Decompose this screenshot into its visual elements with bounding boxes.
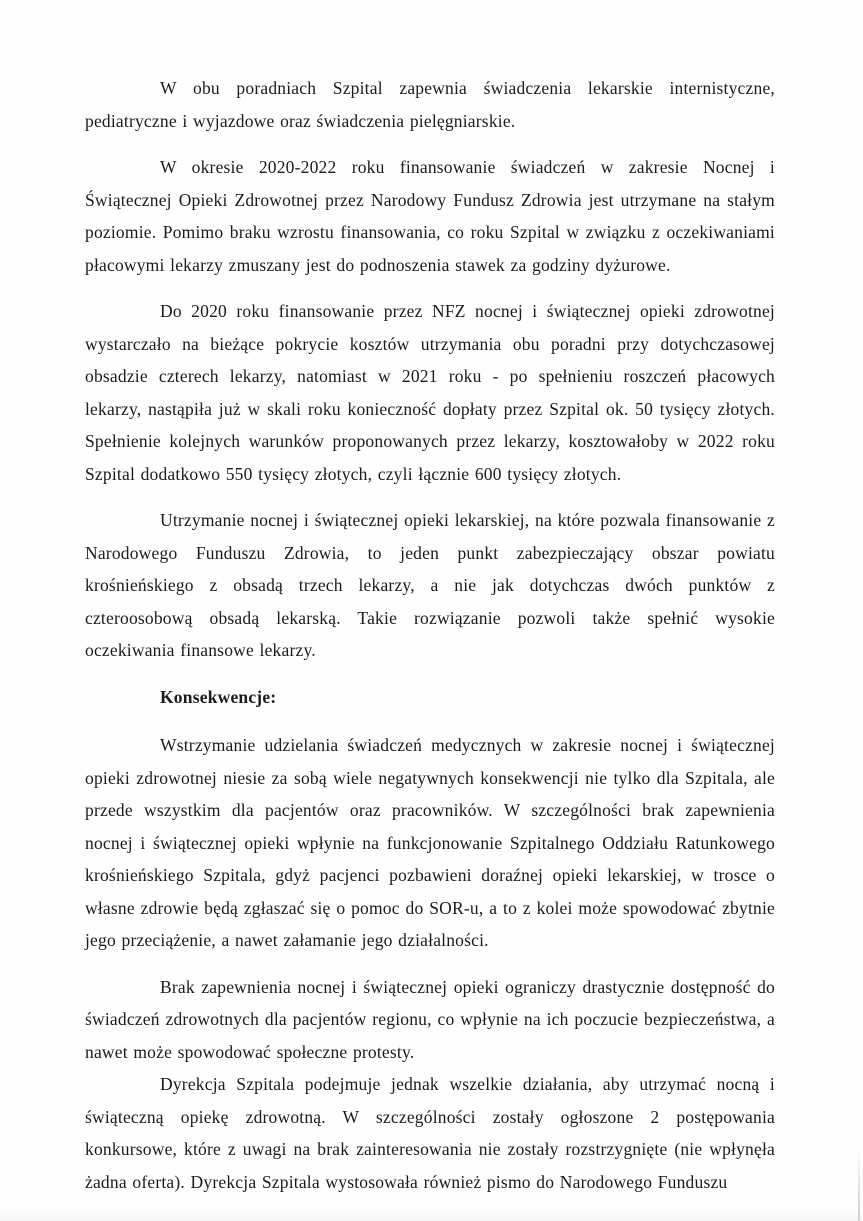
paragraph-management-actions: Dyrekcja Szpitala podejmuje jednak wszelkie działania, aby utrzymać nocną i świąteczną opiekę zdrowotną. W szczególności zostały ogłoszone 2 postępowania konkursowe, które z uwagi na brak zainteresowania nie zostały rozstrzygnięte (nie wpłynęła żadna oferta). Dyrekcja Szpitala wystosowała również pismo do Narodowego Funduszu	[85, 1074, 775, 1192]
document-text-block	[85, 72, 775, 1212]
paragraph-intro-clinics: W obu poradniach Szpital zapewnia świadczenia lekarskie internistyczne, pediatryczne i wyjazdowe oraz świadczenia pielęgniarskie.	[85, 78, 775, 131]
paragraph-financing-2020-2022: W okresie 2020-2022 roku finansowanie świadczeń w zakresie Nocnej i Świątecznej Opieki Zdrowotnej przez Narodowy Fundusz Zdrowia jest utrzymane na stałym poziomie. Pomimo braku wzrostu finansowania, co roku Szpital w związku z oczekiwaniami płacowymi lekarzy zmuszany jest do podnoszenia stawek za godziny dyżurowe.	[85, 157, 775, 275]
paragraph-access-limitation: Brak zapewnienia nocnej i świątecznej opieki ograniczy drastycznie dostępność do świadczeń zdrowotnych dla pacjentów regionu, co wpłynie na ich poczucie bezpieczeństwa, a nawet może spowodować społeczne protesty.	[85, 976, 775, 1062]
paragraph-consequences-details: Wstrzymanie udzielania świadczeń medycznych w zakresie nocnej i świątecznej opieki zdrowotnej niesie za sobą wiele negatywnych konsekwencji nie tylko dla Szpitala, ale przede wszystkim dla pacjentów oraz pracowników. W szczególności brak zapewnienia nocnej i świątecznej opieki wpłynie na funkcjonowanie Szpitalnego Oddziału Ratunkowego krośnieńskiego Szpitala, gdyż pacjenci pozbawieni doraźnej opieki lekarskiej, w trosce o własne zdrowie będą zgłaszać się o pomoc do SOR-u, a to z kolei może spowodować zbytnie jego przeciążenie, a nawet załamanie jego działalności.	[85, 735, 775, 950]
paragraph-night-care-point: Utrzymanie nocnej i świątecznej opieki lekarskiej, na które pozwala finansowanie z Narodowego Funduszu Zdrowia, to jeden punkt zabezpieczający obszar powiatu krośnieńskiego z obsadą trzech lekarzy, a nie jak dotychczas dwóch punktów z czteroosobową obsadą lekarską. Takie rozwiązanie pozwoli także spełnić wysokie oczekiwania finansowe lekarzy.	[85, 510, 775, 660]
scan-artifact-bottom-shade	[0, 1211, 863, 1221]
scan-artifact-right-edge-line	[858, 1146, 860, 1221]
paragraph-nfz-costs: Do 2020 roku finansowanie przez NFZ nocnej i świątecznej opieki zdrowotnej wystarczało na bieżące pokrycie kosztów utrzymania obu poradni przy dotychczasowej obsadzie czterech lekarzy, natomiast w 2021 roku - po spełnieniu roszczeń płacowych lekarzy, nastąpiła już w skali roku konieczność dopłaty przez Szpital ok. 50 tysięcy złotych. Spełnienie kolejnych warunków proponowanych przez lekarzy, kosztowałoby w 2022 roku Szpital dodatkowo 550 tysięcy złotych, czyli łącznie 600 tysięcy złotych.	[85, 301, 775, 484]
section-heading-consequences: Konsekwencje:	[160, 686, 277, 707]
